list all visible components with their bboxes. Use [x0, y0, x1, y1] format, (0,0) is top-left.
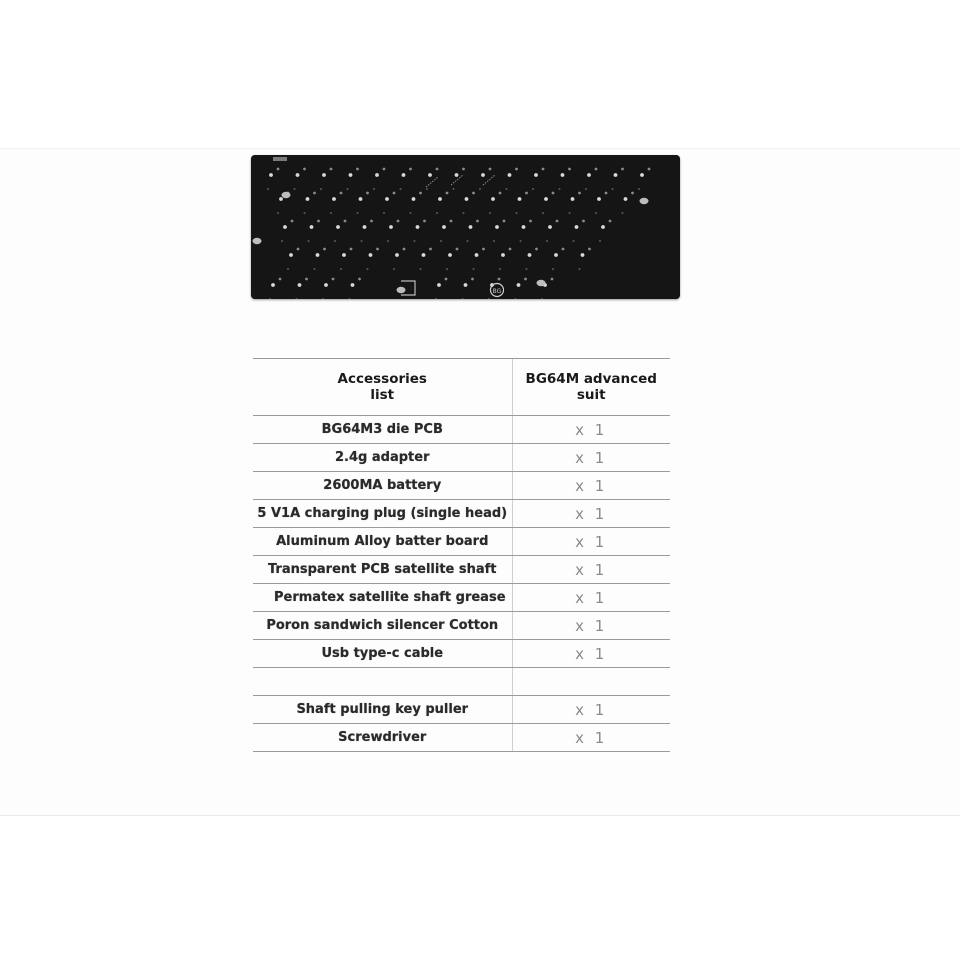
switch-pad — [402, 173, 406, 177]
switch-pad — [298, 283, 302, 287]
switch-pad — [403, 248, 406, 251]
switch-pad — [385, 197, 389, 201]
switch-pad — [595, 168, 598, 171]
switch-pad — [291, 220, 294, 223]
switch-pad — [332, 278, 335, 281]
switch-pad — [313, 192, 316, 195]
led-pad — [552, 268, 554, 270]
switch-pad — [279, 197, 283, 201]
led-pad — [361, 240, 363, 242]
switch-pad — [369, 253, 373, 257]
switch-pad — [605, 192, 608, 195]
switch-pad — [416, 225, 420, 229]
led-pad — [573, 240, 575, 242]
led-pad — [622, 212, 624, 214]
switch-pad — [336, 225, 340, 229]
led-pad — [467, 240, 469, 242]
accessory-name: Permatex satellite shaft grease — [253, 584, 512, 612]
switch-pad — [340, 192, 343, 195]
switch-pad — [534, 173, 538, 177]
led-pad — [281, 240, 283, 242]
switch-pad — [297, 248, 300, 251]
led-pad — [367, 268, 369, 270]
switch-pad — [393, 192, 396, 195]
switch-pad — [375, 173, 379, 177]
led-pad — [489, 212, 491, 214]
switch-pad — [535, 248, 538, 251]
switch-pad — [366, 192, 369, 195]
led-pad — [532, 188, 534, 190]
led-pad — [414, 240, 416, 242]
switch-pad — [544, 197, 548, 201]
switch-pad — [383, 168, 386, 171]
led-pad — [569, 212, 571, 214]
accessory-quantity: x 1 — [512, 444, 670, 472]
switch-pad — [609, 220, 612, 223]
led-pad — [347, 188, 349, 190]
switch-pad — [568, 168, 571, 171]
led-pad — [420, 268, 422, 270]
switch-pad — [323, 248, 326, 251]
accessories-table-container — [253, 358, 670, 752]
switch-pad — [303, 168, 306, 171]
switch-pad — [597, 197, 601, 201]
switch-pad — [472, 192, 475, 195]
accessory-name — [253, 668, 512, 696]
table-row — [253, 528, 670, 556]
led-pad — [638, 188, 640, 190]
switch-pad — [349, 173, 353, 177]
switch-pad — [561, 173, 565, 177]
table-row — [253, 500, 670, 528]
switch-pad — [358, 278, 361, 281]
switch-pad — [324, 283, 328, 287]
switch-pad — [351, 283, 355, 287]
switch-pad — [621, 168, 624, 171]
switch-pad — [448, 253, 452, 257]
led-pad — [516, 212, 518, 214]
accessory-quantity — [512, 668, 670, 696]
switch-pad — [419, 192, 422, 195]
led-pad — [314, 268, 316, 270]
table-row — [253, 416, 670, 444]
switch-pad — [296, 173, 300, 177]
switch-pad — [450, 220, 453, 223]
switch-pad — [508, 173, 512, 177]
led-pad — [499, 268, 501, 270]
led-pad — [287, 268, 289, 270]
pcb-component — [273, 157, 287, 161]
led-pad — [595, 212, 597, 214]
switch-pad — [438, 197, 442, 201]
switch-pad — [442, 225, 446, 229]
switch-pad — [283, 225, 287, 229]
switch-pad — [446, 192, 449, 195]
switch-pad — [356, 168, 359, 171]
switch-pad — [437, 283, 441, 287]
switch-pad — [495, 225, 499, 229]
switch-pad — [277, 168, 280, 171]
switch-pad — [397, 220, 400, 223]
switch-pad — [578, 192, 581, 195]
accessory-quantity: x 1 — [512, 612, 670, 640]
switch-pad — [279, 278, 282, 281]
accessory-name: Poron sandwich silencer Cotton — [253, 612, 512, 640]
led-pad — [585, 188, 587, 190]
switch-pad — [587, 173, 591, 177]
switch-pad — [542, 168, 545, 171]
switch-pad — [503, 220, 506, 223]
table-row — [253, 584, 670, 612]
switch-pad — [575, 225, 579, 229]
switch-pad — [316, 253, 320, 257]
switch-pad — [465, 197, 469, 201]
switch-pad — [269, 173, 273, 177]
switch-pad — [350, 248, 353, 251]
switch-pad — [518, 197, 522, 201]
accessory-name: Aluminum Alloy batter board — [253, 528, 512, 556]
accessory-name: 2600MA battery — [253, 472, 512, 500]
led-pad — [463, 212, 465, 214]
switch-pad — [389, 225, 393, 229]
led-pad — [320, 188, 322, 190]
accessory-name: 2.4g adapter — [253, 444, 512, 472]
mounting-hole — [253, 238, 262, 244]
switch-pad — [428, 173, 432, 177]
mounting-hole — [640, 198, 649, 204]
accessory-quantity: x 1 — [512, 696, 670, 724]
led-pad — [387, 240, 389, 242]
led-pad — [579, 268, 581, 270]
mounting-hole — [397, 287, 406, 293]
led-pad — [436, 212, 438, 214]
table-row — [253, 724, 670, 752]
switch-pad — [525, 192, 528, 195]
led-pad — [400, 188, 402, 190]
accessory-quantity: x 1 — [512, 640, 670, 668]
accessory-quantity: x 1 — [512, 584, 670, 612]
switch-pad — [524, 278, 527, 281]
led-pad — [473, 268, 475, 270]
led-pad — [526, 268, 528, 270]
switch-pad — [370, 220, 373, 223]
led-pad — [506, 188, 508, 190]
switch-pad — [342, 253, 346, 257]
switch-pad — [601, 225, 605, 229]
switch-pad — [551, 278, 554, 281]
led-pad — [267, 188, 269, 190]
switch-pad — [529, 220, 532, 223]
switch-pad — [481, 173, 485, 177]
led-pad — [340, 268, 342, 270]
led-pad — [334, 240, 336, 242]
switch-pad — [456, 248, 459, 251]
switch-pad — [515, 168, 518, 171]
table-row — [253, 556, 670, 584]
switch-pad — [455, 173, 459, 177]
led-pad — [479, 188, 481, 190]
switch-pad — [423, 220, 426, 223]
table-header-row — [253, 359, 670, 416]
led-pad — [277, 212, 279, 214]
switch-pad — [330, 168, 333, 171]
switch-pad — [289, 253, 293, 257]
switch-pad — [464, 283, 468, 287]
accessory-quantity: x 1 — [512, 724, 670, 752]
table-row — [253, 668, 670, 696]
switch-pad — [624, 197, 628, 201]
switch-pad — [363, 225, 367, 229]
accessory-name: BG64M3 die PCB — [253, 416, 512, 444]
switch-pad — [317, 220, 320, 223]
switch-pad — [588, 248, 591, 251]
pcb-logo-text: BG — [492, 288, 502, 295]
switch-pad — [422, 253, 426, 257]
header-suit: BG64M advanced suit — [512, 359, 670, 416]
table-row — [253, 696, 670, 724]
led-pad — [426, 188, 428, 190]
led-pad — [383, 212, 385, 214]
led-pad — [546, 240, 548, 242]
mounting-hole — [537, 280, 546, 286]
switch-pad — [631, 192, 634, 195]
led-pad — [357, 212, 359, 214]
led-pad — [542, 212, 544, 214]
switch-pad — [581, 253, 585, 257]
switch-pad — [445, 278, 448, 281]
switch-pad — [475, 253, 479, 257]
accessory-name: Transparent PCB satellite shaft — [253, 556, 512, 584]
switch-pad — [648, 168, 651, 171]
switch-pad — [522, 225, 526, 229]
led-pad — [612, 188, 614, 190]
switch-pad — [436, 168, 439, 171]
led-pad — [440, 240, 442, 242]
switch-pad — [491, 197, 495, 201]
switch-pad — [562, 248, 565, 251]
switch-pad — [305, 278, 308, 281]
led-pad — [294, 188, 296, 190]
led-pad — [559, 188, 561, 190]
accessory-name: 5 V1A charging plug (single head) — [253, 500, 512, 528]
led-pad — [308, 240, 310, 242]
led-pad — [599, 240, 601, 242]
table-row — [253, 640, 670, 668]
led-pad — [520, 240, 522, 242]
header-accessories-list: Accessories list — [253, 359, 512, 416]
switch-pad — [517, 283, 521, 287]
led-pad — [304, 212, 306, 214]
accessory-quantity: x 1 — [512, 556, 670, 584]
led-pad — [446, 268, 448, 270]
switch-pad — [528, 253, 532, 257]
switch-pad — [271, 283, 275, 287]
switch-pad — [471, 278, 474, 281]
switch-pad — [306, 197, 310, 201]
switch-pad — [548, 225, 552, 229]
led-pad — [493, 240, 495, 242]
led-pad — [373, 188, 375, 190]
switch-pad — [552, 192, 555, 195]
accessory-name: Usb type-c cable — [253, 640, 512, 668]
switch-pad — [640, 173, 644, 177]
accessory-quantity: x 1 — [512, 500, 670, 528]
switch-pad — [476, 220, 479, 223]
switch-pad — [498, 278, 501, 281]
accessory-name: Shaft pulling key puller — [253, 696, 512, 724]
switch-pad — [344, 220, 347, 223]
led-pad — [453, 188, 455, 190]
accessory-quantity: x 1 — [512, 416, 670, 444]
switch-pad — [482, 248, 485, 251]
switch-pad — [489, 168, 492, 171]
switch-pad — [554, 253, 558, 257]
table-row — [253, 612, 670, 640]
switch-pad — [469, 225, 473, 229]
accessory-quantity: x 1 — [512, 472, 670, 500]
pcb-image — [251, 155, 680, 299]
switch-pad — [395, 253, 399, 257]
switch-pad — [376, 248, 379, 251]
switch-pad — [412, 197, 416, 201]
switch-pad — [556, 220, 559, 223]
led-pad — [330, 212, 332, 214]
switch-pad — [571, 197, 575, 201]
accessories-table — [253, 358, 670, 752]
switch-pad — [501, 253, 505, 257]
led-pad — [410, 212, 412, 214]
mounting-hole — [282, 192, 291, 198]
switch-pad — [429, 248, 432, 251]
switch-pad — [462, 168, 465, 171]
accessory-quantity: x 1 — [512, 528, 670, 556]
pcb-board — [251, 155, 680, 299]
switch-pad — [614, 173, 618, 177]
switch-pad — [509, 248, 512, 251]
switch-pad — [582, 220, 585, 223]
switch-pad — [409, 168, 412, 171]
accessory-name: Screwdriver — [253, 724, 512, 752]
switch-pad — [332, 197, 336, 201]
switch-pad — [310, 225, 314, 229]
led-pad — [393, 268, 395, 270]
switch-pad — [322, 173, 326, 177]
switch-pad — [359, 197, 363, 201]
table-row — [253, 444, 670, 472]
switch-pad — [499, 192, 502, 195]
table-row — [253, 472, 670, 500]
